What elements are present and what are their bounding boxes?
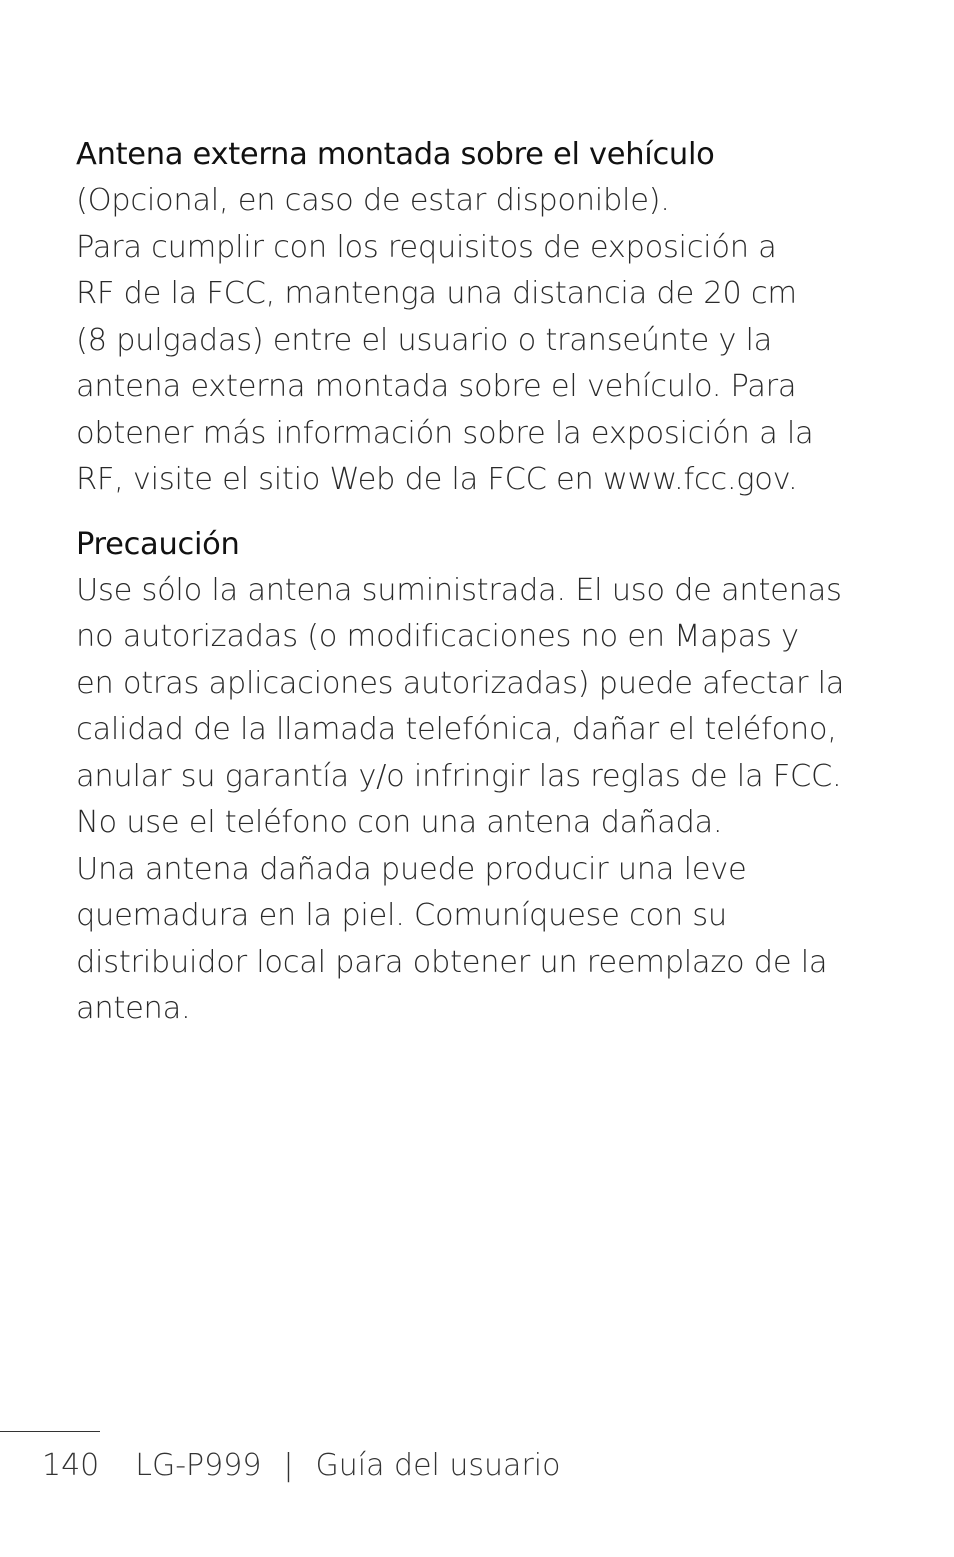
footer-divider [0,1431,100,1432]
paragraph-line: (Opcional, en caso de estar disponible). [76,183,670,218]
paragraph-line: No use el teléfono con una antena dañada. [76,805,723,840]
footer-guide-title: Guía del usuario [315,1448,561,1483]
paragraph-line: antena. [76,991,191,1026]
paragraph-line: anular su garantía y/o infringir las reglas de la FCC. [76,758,842,794]
paragraph-line: quemadura en la piel. Comuníquese con su [76,898,727,933]
paragraph-line: distribuidor local para obtener un reemplazo de la [76,944,828,980]
paragraph-line: no autorizadas (o modificaciones no en Mapas y [76,619,799,654]
paragraph-line: antena externa montada sobre el vehículo. Para [76,369,797,404]
paragraph-line: RF, visite el sitio Web de la FCC en www.fcc.gov. [76,462,798,497]
document-body [76,132,876,1033]
page-number: 140 [42,1448,100,1483]
paragraph-line: Una antena dañada puede producir una leve [76,851,747,887]
section-heading: Antena externa montada sobre el vehículo [76,137,715,172]
paragraph-line: en otras aplicaciones autorizadas) puede afectar la [76,665,845,701]
section-external-antenna [76,132,876,504]
paragraph-line: obtener más información sobre la exposición a la [76,415,814,451]
paragraph-line: Use sólo la antena suministrada. El uso de antenas [76,572,842,608]
section-heading: Precaución [76,526,240,562]
section-spacer [76,504,876,522]
footer-separator: | [283,1448,294,1483]
footer-model: LG-P999 [135,1448,262,1483]
paragraph-line: Para cumplir con los requisitos de exposición a [76,229,777,265]
section-caution [76,522,876,1033]
paragraph-line: RF de la FCC, mantenga una distancia de 20 cm [76,276,797,311]
page-footer [42,1443,560,1489]
paragraph-line: calidad de la llamada telefónica, dañar el teléfono, [76,712,837,747]
paragraph-line: (8 pulgadas) entre el usuario o transeúnte y la [76,322,773,358]
